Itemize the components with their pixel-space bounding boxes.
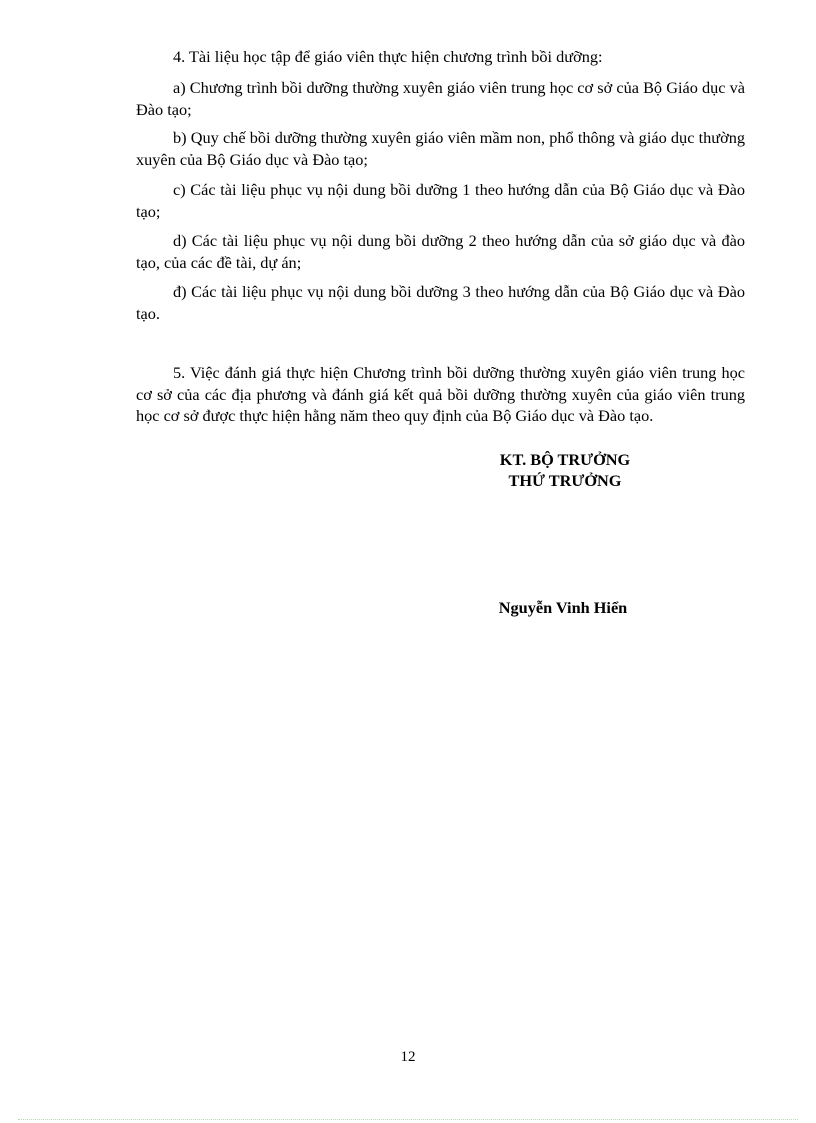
section-5-paragraph: 5. Việc đánh giá thực hiện Chương trình bồi dưỡng thường xuyên giáo viên trung học cơ sở của các địa phương và đánh giá kết quả bồi dưỡng thường xuyên của giáo viên trung học cơ sở được thực hiện hằng năm theo quy định của Bộ Giáo dục và Đào tạo. [136,363,745,426]
list-item-c: c) Các tài liệu phục vụ nội dung bồi dưỡng 1 theo hướng dẫn của Bộ Giáo dục và Đào tạo; [136,180,745,221]
signature-title: KT. BỘ TRƯỞNG [499,450,631,469]
list-item-a: a) Chương trình bồi dưỡng thường xuyên giáo viên trung học cơ sở của Bộ Giáo dục và Đào tạo; [136,78,745,119]
list-item-dd: đ) Các tài liệu phục vụ nội dung bồi dưỡng 3 theo hướng dẫn của Bộ Giáo dục và Đào tạo. [136,282,745,323]
signature-subtitle: THỨ TRƯỞNG [508,471,622,490]
signatory-name: Nguyễn Vinh Hiển [498,598,628,617]
page-bottom-divider [18,1119,798,1120]
section-4-heading: 4. Tài liệu học tập để giáo viên thực hiện chương trình bồi dưỡng: [173,47,603,66]
list-item-b: b) Quy chế bồi dưỡng thường xuyên giáo viên mầm non, phổ thông và giáo dục thường xuyên của Bộ Giáo dục và Đào tạo; [136,128,745,169]
list-item-d: d) Các tài liệu phục vụ nội dung bồi dưỡng 2 theo hướng dẫn của sở giáo dục và đào tạo, của các đề tài, dự án; [136,231,745,272]
page-number: 12 [400,1049,416,1065]
